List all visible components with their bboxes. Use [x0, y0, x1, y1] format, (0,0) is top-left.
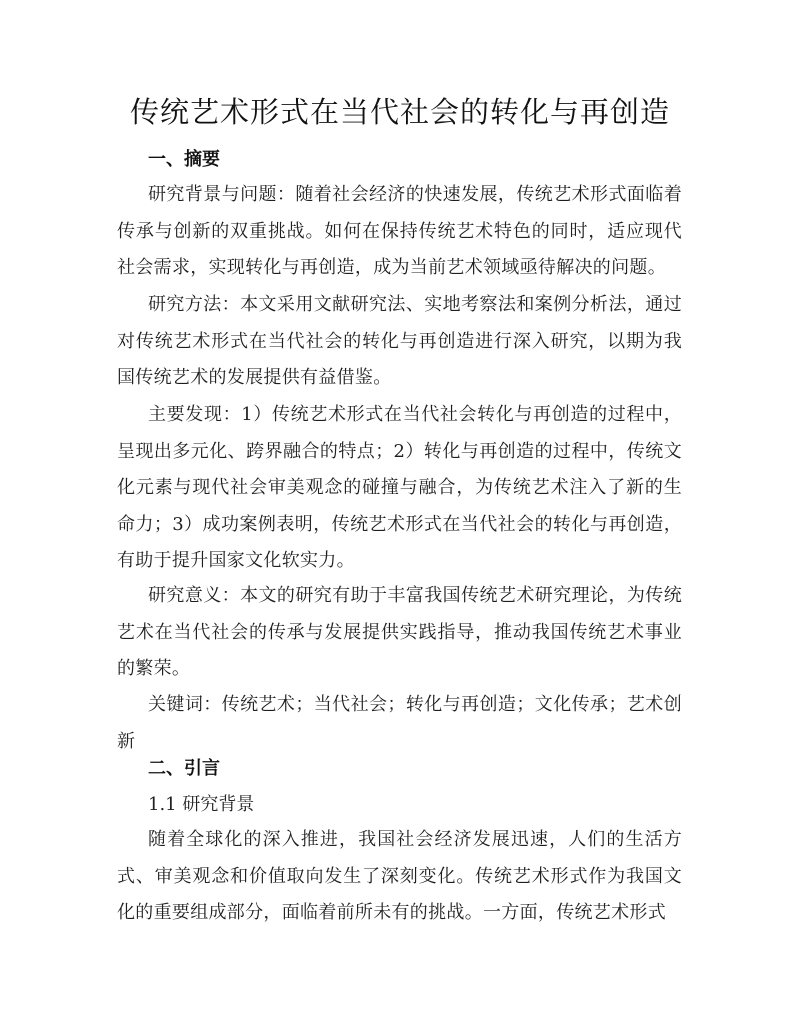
document-title: 传统艺术形式在当代社会的转化与再创造 [129, 95, 670, 129]
introduction-paragraph: 随着全球化的深入推进，我国社会经济发展迅速，人们的生活方式、审美观念和价值取向发生了深刻变化。传统艺术形式作为我国文化的重要组成部分，面临着前所未有的挑战。一方面，传统艺术形式 [117, 829, 682, 923]
abstract-paragraph-methods: 研究方法：本文采用文献研究法、实地考察法和案例分析法，通过对传统艺术形式在当代社会的转化与再创造进行深入研究，以期为我国传统艺术的发展提供有益借鉴。 [117, 294, 682, 388]
section-heading-abstract: 一、摘要 [148, 149, 220, 170]
abstract-paragraph-findings: 主要发现：1）传统艺术形式在当代社会转化与再创造的过程中，呈现出多元化、跨界融合的特点；2）转化与再创造的过程中，传统文化元素与现代社会审美观念的碰撞与融合，为传统艺术注入了新的生命力；3）成功案例表明，传统艺术形式在当代社会的转化与再创造，有助于提升国家文化软实力。 [117, 404, 682, 571]
abstract-paragraph-significance: 研究意义：本文的研究有助于丰富我国传统艺术研究理论，为传统艺术在当代社会的传承与发展提供实践指导，推动我国传统艺术事业的繁荣。 [117, 585, 682, 679]
abstract-keywords: 关键词：传统艺术；当代社会；转化与再创造；文化传承；艺术创新 [117, 694, 682, 752]
abstract-paragraph-background: 研究背景与问题：随着社会经济的快速发展，传统艺术形式面临着传承与创新的双重挑战。如何在保持传统艺术特色的同时，适应现代社会需求，实现转化与再创造，成为当前艺术领域亟待解决的问题。 [117, 184, 682, 278]
section-heading-introduction: 二、引言 [148, 758, 220, 779]
subsection-heading-background: 1.1 研究背景 [148, 794, 255, 815]
